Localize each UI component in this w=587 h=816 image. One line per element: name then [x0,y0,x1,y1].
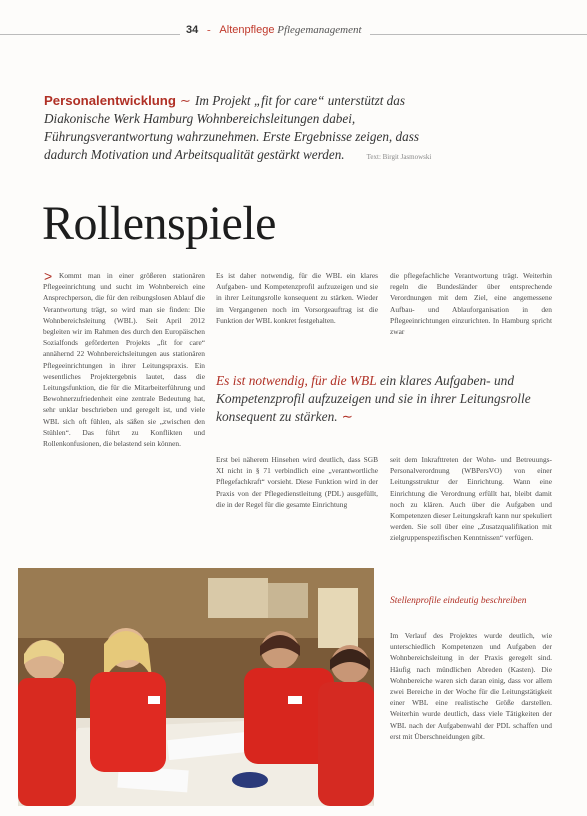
running-header [0,20,587,42]
body-column-3 [390,270,552,337]
intro-kicker: Personalentwicklung [44,93,176,108]
pull-quote-red: Es ist notwendig, für die WBL [216,373,377,388]
intro-text: Im Projekt „fit for care“ unterstützt das Diakonische Werk Hamburg Wohnbereichsleitungen dabei, Führungsverantwortung wahrzunehmen. Erste Ergebnisse zeigen, dass dadurch Motivation und Arbeitsqualität gestärkt werden. [44,93,419,162]
swirl-ornament-icon: ∼ [341,409,353,424]
body-column-2-lower [216,454,378,510]
section-name: Altenpflege [219,24,275,36]
paragraph: Erst bei näherem Hinsehen wird deutlich, dass SGB XI nicht in § 71 verbindlich eine „verantwortliche Pflegefachkraft“ vorsieht. Diese Funktion wird in der Praxis von der Pflegedienstleitung (PDL) ausgefüllt, die in der Regel für die gesamte Einrichtung [216,455,378,509]
body-column-3-lower [390,454,552,544]
photo-illustration [18,568,374,806]
header-rule-right [370,34,587,35]
header-text [186,24,362,36]
author-credit: Text: Birgit Jasmowski [366,153,432,161]
paragraph: Im Verlauf des Projektes wurde deutlich, wie unterschiedlich Kompetenzen und Aufgaben der Wohnbereichsleitung in der Praxis geregelt sind. Häufig nach mündlichen Abreden (Kasten). Die Wohnbereiche waren sich daran einig, dass vor allem zwei Bereiche in der Woche für die Leitungstätigkeit einer WBL eine realistische Größe darstellen. Weiterhin wurde deutlich, dass viele Tätigkeiten der WBL nach der Aufgabenwahl der PDL schaffen und erst mit Überschneidungen gibt. [390,631,552,741]
body-column-2 [216,270,378,326]
magazine-name: Pflegemanagement [277,24,362,36]
paragraph: Kommt man in einer größeren stationären Pflegeeinrichtung und sucht im Wohnbereich eine Ansprechperson, die für den reibungslosen Ablauf die Verantwortung trägt, so wird man sie finden: Die Wohnbereichsleitung (WBL). Seit April 2012 begleiten wir im Rahmen des durch den Europäischen Sozialfonds geförderten Projekts „fit for care“ annähernd 22 Wohnbereichsleitungen aus stationären Pflegeeinrichtungen in ihrer Leitungspraxis. Ein wesentliches Projektergebnis lautet, dass die Leitungsfunktion, die für die Mitarbeiterführung und Bewohnerzufriedenheit eine zentrale Bedeutung hat, sehr unklar beschrieben und geregelt ist, und viele WBL sich oft fühlen, als säßen sie „zwischen den Stühlen“. Das führt zu Konflikten und Rollenkonfusionen, die belastend sein können. [43,271,205,449]
swirl-ornament-icon: ∼ [179,93,191,108]
subheading: Stellenprofile eindeutig beschreiben [390,596,527,606]
body-column-1 [43,270,205,449]
intro-teaser [44,92,454,166]
paragraph: seit dem Inkrafttreten der Wohn- und Betreuungs-Personalverordnung (WBPersVO) von einer Leitungsstruktur der Einrichtung. Wann eine Einrichtung die Verordnung erfüllt hat, bleibt damit noch zu klären. Auch über die Aufgaben und Kompetenzen dieser Leitungskraft kann nur spekuliert werden. Sie soll über eine „Zusatzqualifikation mit zielgruppenspezifischen Kenntnissen“ verfügen. [390,455,552,543]
article-title: Rollenspiele [42,197,276,250]
article-photo [18,568,374,806]
paragraph: Es ist daher notwendig, für die WBL ein klares Aufgaben- und Kompetenzprofil aufzuzeigen und sie in ihrer Leitungsrolle konsequent zu stärken. Wieder im Vergangenen noch im Vorsorgeauftrag ist die Funktion der WBL konkret festgehalten. [216,271,378,325]
page-number: 34 [186,24,199,36]
header-rule-left [0,34,180,35]
header-separator: - [207,24,211,36]
pull-quote-dark: ein klares Aufgaben- und Kompetenzprofil aufzuzeigen und sie in ihrer Leitungsrolle konsequent zu stärken. [216,373,531,424]
arrow-right-icon: > [44,268,53,284]
pull-quote [216,372,556,426]
body-column-3-bottom [390,630,552,742]
paragraph: die pflegefachliche Verantwortung trägt. Weiterhin regeln die Bundesländer über entsprechende Verordnungen mit dem Ziel, eine angemessene Aufbau- und Ablauforganisation in den Pflegeeinrichtungen einzurichten. In Hamburg spricht zwar [390,271,552,337]
